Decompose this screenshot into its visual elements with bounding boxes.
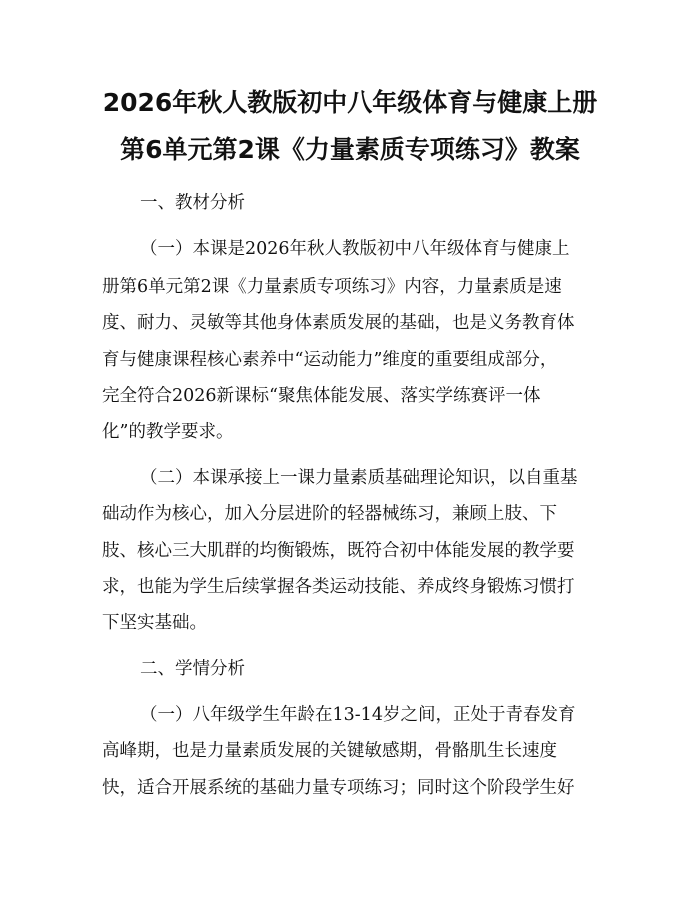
document-title-line-1: 2026年秋人教版初中八年级体育与健康上册 [102,88,598,117]
document-title-line-2: 第6单元第2课《力量素质专项练习》教案 [120,135,580,164]
paragraph-2-line-1: （二）本课承接上一课力量素质基础理论知识，以自重基 [140,468,578,488]
paragraph-2-line-4: 求，也能为学生后续掌握各类运动技能、养成终身锻炼习惯打 [102,577,575,597]
paragraph-3-line-1: （一）八年级学生年龄在13-14岁之间，正处于青春发育 [140,705,576,725]
paragraph-2-line-5: 下坚实基础。 [102,613,207,633]
section-heading-student-analysis: 二、学情分析 [140,659,245,679]
paragraph-3-line-2: 高峰期，也是力量素质发展的关键敏感期，骨骼肌生长速度 [102,741,557,761]
paragraph-1-line-4: 育与健康课程核心素养中“运动能力”维度的重要组成部分， [102,350,558,370]
paragraph-2-line-2: 础动作为核心，加入分层进阶的轻器械练习，兼顾上肢、下 [102,504,557,524]
paragraph-1-line-3: 度、耐力、灵敏等其他身体素质发展的基础，也是义务教育体 [102,313,575,333]
paragraph-1-line-5: 完全符合2026新课标“聚焦体能发展、落实学练赛评一体 [102,386,541,406]
paragraph-3-line-3: 快，适合开展系统的基础力量专项练习；同时这个阶段学生好 [102,778,575,798]
paragraph-1-line-6: 化”的教学要求。 [102,422,234,442]
paragraph-2-line-3: 肢、核心三大肌群的均衡锻炼，既符合初中体能发展的教学要 [102,541,575,561]
paragraph-1-line-1: （一）本课是2026年秋人教版初中八年级体育与健康上 [140,239,570,259]
section-heading-textbook-analysis: 一、教材分析 [140,193,245,213]
paragraph-1-line-2: 册第6单元第2课《力量素质专项练习》内容，力量素质是速 [102,277,562,297]
